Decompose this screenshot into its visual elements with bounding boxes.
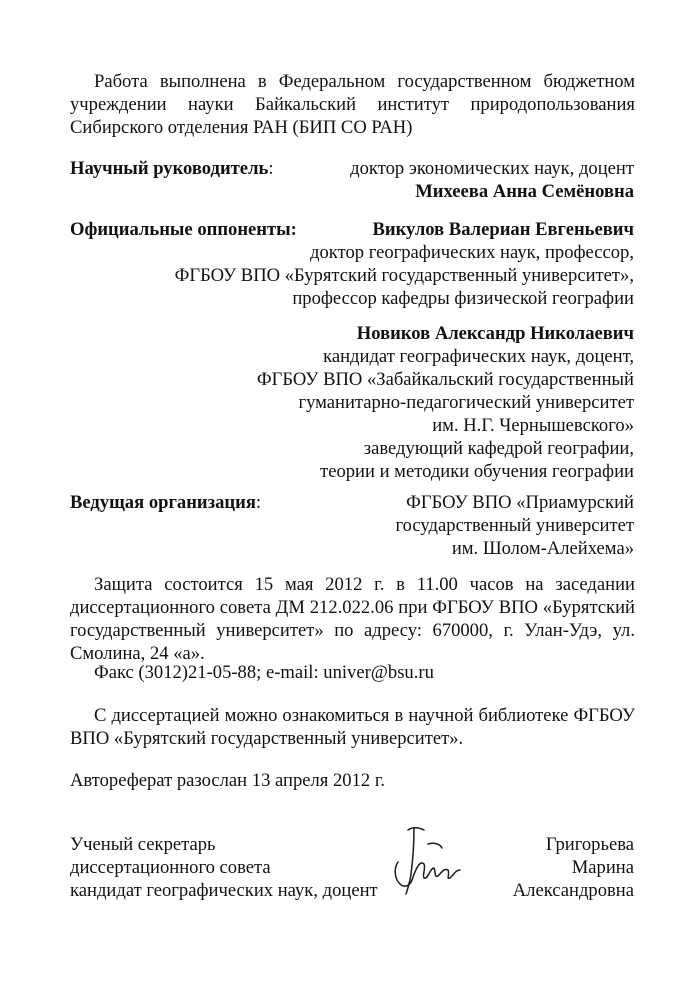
opponent-2-line: кандидат географических наук, доцент, bbox=[323, 346, 634, 367]
opponents-label: Официальные оппоненты: bbox=[70, 219, 297, 240]
supervisor-label-wrap bbox=[70, 157, 274, 180]
opponent-1-line: профессор кафедры физической географии bbox=[292, 288, 634, 309]
secretary-title-line: Ученый секретарь bbox=[70, 834, 216, 855]
opponent-2-line: ФГБОУ ВПО «Забайкальский государственный bbox=[256, 369, 634, 390]
secretary-name-line: Марина bbox=[571, 857, 634, 878]
opponent-2 bbox=[257, 322, 634, 483]
intro-paragraph: Работа выполнена в Федеральном государственном бюджетном учреждении науки Байкальский институт природопользования Сибирского отделения РАН (БИП СО РАН) bbox=[70, 71, 635, 138]
secretary-name bbox=[513, 833, 634, 902]
supervisor-degree: доктор экономических наук, доцент bbox=[350, 158, 634, 179]
lead-org-line: государственный университет bbox=[395, 515, 634, 536]
supervisor-name: Михеева Анна Семёновна bbox=[415, 181, 634, 202]
secretary-title-line: кандидат географических наук, доцент bbox=[70, 880, 378, 901]
lead-org-details bbox=[396, 491, 635, 560]
secretary-title bbox=[70, 833, 378, 902]
opponent-2-line: теории и методики обучения географии bbox=[320, 461, 634, 482]
supervisor-details bbox=[350, 157, 634, 203]
opponent-1 bbox=[175, 218, 634, 310]
lead-org-label: Ведущая организация bbox=[70, 492, 256, 513]
supervisor-label-colon: : bbox=[268, 158, 274, 179]
opponent-1-name: Викулов Валериан Евгеньевич bbox=[372, 219, 634, 240]
lead-org-label-colon: : bbox=[255, 492, 262, 513]
opponent-2-line: им. Н.Г. Чернышевского» bbox=[432, 415, 634, 436]
supervisor-label: Научный руководитель bbox=[70, 158, 269, 179]
defense-paragraph: Защита состоится 15 мая 2012 г. в 11.00 часов на заседании диссертационного совета ДМ 212.022.06 при ФГБОУ ВПО «Бурятский государственный университет» по адресу: 670000, г. Улан-Удэ, ул. Смолина, 24 «а». bbox=[70, 574, 635, 664]
opponent-2-line: гуманитарно-педагогический университет bbox=[298, 392, 634, 413]
lead-org-line: им. Шолом-Алейхема» bbox=[451, 538, 634, 559]
lead-org-line: ФГБОУ ВПО «Приамурский bbox=[406, 492, 634, 513]
sent-date: Автореферат разослан 13 апреля 2012 г. bbox=[70, 770, 386, 791]
secretary-title-line: диссертационного совета bbox=[70, 857, 271, 878]
secretary-name-line: Григорьева bbox=[545, 834, 634, 855]
opponent-1-line: доктор географических наук, профессор, bbox=[310, 242, 634, 263]
library-paragraph: С диссертацией можно ознакомиться в научной библиотеке ФГБОУ ВПО «Бурятский государственный университет». bbox=[70, 705, 635, 749]
contact-line: Факс (3012)21-05-88; e-mail: univer@bsu.ru bbox=[94, 662, 434, 683]
handwritten-signature bbox=[384, 824, 468, 900]
opponent-1-line: ФГБОУ ВПО «Бурятский государственный университет», bbox=[174, 265, 634, 286]
lead-org-label-wrap bbox=[70, 491, 261, 514]
opponent-2-line: заведующий кафедрой географии, bbox=[363, 438, 634, 459]
opponent-2-name: Новиков Александр Николаевич bbox=[356, 323, 634, 344]
secretary-name-line: Александровна bbox=[512, 880, 634, 901]
